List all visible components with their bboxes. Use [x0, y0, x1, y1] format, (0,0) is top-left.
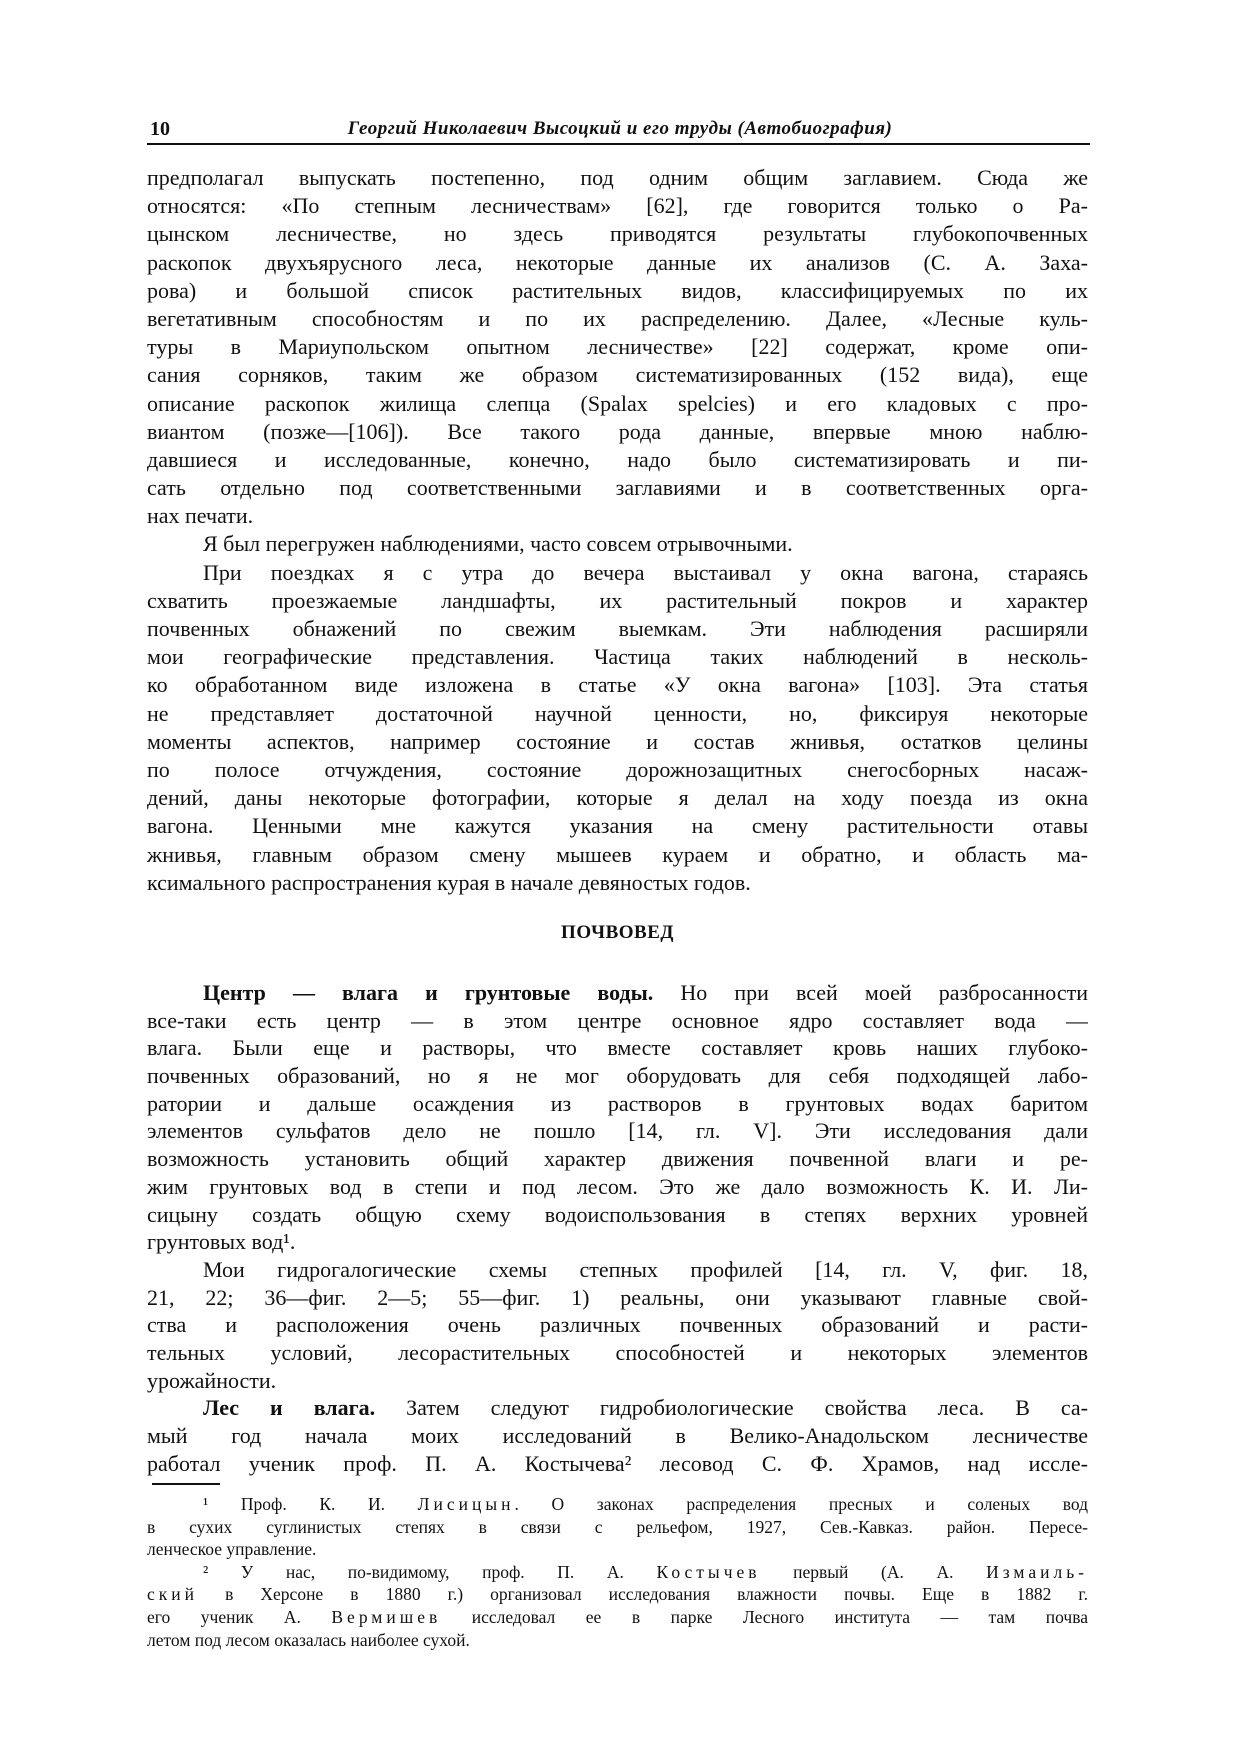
text-line: моменты аспектов, например состояние и состав жнивья, остатков целины — [147, 728, 1088, 754]
text-line: давшиеся и исследованные, конечно, надо было систематизировать и пи- — [147, 446, 1088, 472]
text-line: почвенных обнажений по свежим выемкам. Эти наблюдения расширяли — [147, 616, 1088, 641]
text-line: мои географические представления. Частица таких наблюдений в несколь- — [147, 644, 1088, 670]
footnote-rule — [152, 1483, 220, 1485]
text-line: вегетативным способностям и по их распределению. Далее, «Лесные куль- — [147, 305, 1088, 331]
text-line — [147, 1493, 1088, 1516]
text-line: жим грунтовых вод в степи и под лесом. Это же дало возможность К. И. Ли- — [147, 1173, 1088, 1199]
text-run: исследовал ее в парке Лесного института — там почва — [441, 1606, 1088, 1627]
text-line: работал ученик проф. П. А. Костычева² лесовод С. Ф. Храмов, над иссле- — [147, 1450, 1088, 1476]
paragraph — [147, 164, 1088, 530]
text-line — [147, 1561, 1088, 1584]
text-line: ства и расположения очень различных почвенных образований и расти- — [147, 1312, 1088, 1338]
text-line: возможность установить общий характер движения почвенной влаги и ре- — [147, 1146, 1088, 1172]
text-run: ¹ Проф. К. И. — [203, 1494, 418, 1514]
text-line: не представляет достаточной научной ценности, но, фиксируя некоторые — [147, 700, 1088, 726]
spaced-author-name: ский — [147, 1584, 198, 1605]
text-line: урожайности. — [147, 1367, 277, 1393]
text-line: Я был перегружен наблюдениями, часто совсем отрывочными. — [203, 531, 793, 557]
text-line: ленческое управление. — [147, 1539, 317, 1560]
text-run: . О законах распределения пресных и соленых вод — [514, 1494, 1088, 1514]
text-line: схватить проезжаемые ландшафты, их растительный покров и характер — [147, 587, 1088, 613]
text-run: его ученик А. — [147, 1606, 332, 1627]
text-line: в сухих суглинистых степях в связи с рельефом, 1927, Сев.-Кавказ. район. Пересе- — [147, 1516, 1088, 1537]
text-line: сицыну создать общую схему водоиспользования в степях верхних уровней — [147, 1201, 1088, 1227]
text-line: вагона. Ценными мне кажутся указания на смену растительности отавы — [147, 813, 1088, 839]
header-rule — [147, 143, 1090, 145]
spaced-author-name: Вермишев — [331, 1606, 442, 1627]
text-line: туры в Мариупольском опытном лесничестве» [22] содержат, кроме опи- — [147, 334, 1088, 360]
text-line: по полосе отчуждения, состояние дорожнозащитных снегосборных насаж- — [147, 756, 1088, 782]
text-line — [147, 1606, 1088, 1629]
text-line: 21, 22; 36—фиг. 2—5; 55—фиг. 1) реальны, они указывают главные свой- — [147, 1284, 1088, 1310]
spaced-author-name: Лисицын — [417, 1494, 515, 1514]
text-line: виантом (позже—[106]). Все такого рода данные, впервые мною наблю- — [147, 418, 1088, 444]
text-line: раскопок двухъярусного леса, некоторые данные их анализов (С. А. Заха- — [147, 249, 1088, 275]
text-line — [147, 1583, 1088, 1606]
footnote — [147, 1561, 1088, 1651]
text-line: сания сорняков, таким же образом систематизированных (152 вида), еще — [147, 362, 1088, 388]
text-line: относятся: «По степным лесничествам» [62], где говорится только о Ра- — [147, 193, 1088, 219]
text-run: Но при всей моей разбросанности — [653, 980, 1088, 1005]
text-line: элементов сульфатов дело не пошло [14, гл. V]. Эти исследования дали — [147, 1118, 1088, 1144]
text-line: ко обработанном виде изложена в статье «У окна вагона» [103]. Эта статья — [147, 672, 1088, 698]
text-line: цынском лесничестве, но здесь приводятся результаты глубокопочвенных — [147, 221, 1088, 247]
text-line: Мои гидрогалогические схемы степных профилей [14, гл. V, фиг. 18, — [203, 1256, 1088, 1282]
text-run: Затем следуют гидробиологические свойства леса. В са- — [375, 1395, 1088, 1421]
footnote — [147, 1493, 1088, 1561]
spaced-author-name: Измаиль- — [986, 1561, 1088, 1582]
text-line: тельных условий, лесорастительных способностей и некоторых элементов — [147, 1339, 1088, 1365]
text-line: нах печати. — [147, 503, 254, 529]
text-line: При поездках я с утра до вечера выстаивал у окна вагона, стараясь — [203, 559, 1088, 585]
footnotes — [147, 1493, 1088, 1651]
paragraph — [147, 1394, 1088, 1477]
text-line: грунтовых вод¹. — [147, 1229, 296, 1255]
bold-run-in-heading: Лес и влага. — [203, 1395, 376, 1421]
paragraph — [147, 559, 1088, 897]
text-line: ксимального распространения курая в начале девяностых годов. — [147, 869, 751, 895]
body-text-before-heading — [147, 164, 1088, 897]
text-line: все-таки есть центр — в этом центре основное ядро составляет вода — — [147, 1007, 1088, 1033]
text-run: ² У нас, по-видимому, проф. П. А. — [203, 1561, 657, 1582]
spaced-author-name: Костычев — [656, 1561, 761, 1582]
text-line: почвенных образований, но я не мог оборудовать для себя подходящей лабо- — [147, 1063, 1088, 1089]
paragraph — [147, 979, 1088, 1256]
section-heading: ПОЧВОВЕД — [561, 922, 674, 943]
text-line — [147, 1394, 1088, 1422]
text-run: первый (А. А. — [760, 1561, 987, 1582]
paragraph — [147, 530, 1088, 558]
bold-run-in-heading: Центр — влага и грунтовые воды. — [203, 980, 654, 1005]
text-line: жнивья, главным образом смену мышеев кураем и обратно, и область ма- — [147, 841, 1088, 867]
running-title: Георгий Николаевич Высоцкий и его труды (Автобиография) — [347, 118, 893, 139]
text-line: влага. Были еще и растворы, что вместе составляет кровь наших глубоко- — [147, 1035, 1088, 1061]
paragraph — [147, 1256, 1088, 1394]
text-line: сать отдельно под соответственными заглавиями и в соответственных орга- — [147, 475, 1088, 501]
text-line: рова) и большой список растительных видов, классифицируемых по их — [147, 277, 1088, 303]
text-line: летом под лесом оказалась наиболее сухой. — [147, 1629, 470, 1650]
text-line: предполагал выпускать постепенно, под одним общим заглавием. Сюда же — [147, 165, 1088, 190]
page-number: 10 — [150, 118, 170, 140]
text-line: ратории и дальше осаждения из растворов в грунтовых водах баритом — [147, 1090, 1088, 1116]
body-text-after-heading — [147, 979, 1088, 1477]
text-line: мый год начала моих исследований в Велико-Анадольском лесничестве — [147, 1423, 1088, 1448]
text-line: дений, даны некоторые фотографии, которые я делал на ходу поезда из окна — [147, 785, 1088, 811]
text-line: описание раскопок жилища слепца (Spalax spelcies) и его кладовых с про- — [147, 390, 1088, 416]
text-run: в Херсоне в 1880 г.) организовал исследования влажности почвы. Еще в 1882 г. — [198, 1584, 1088, 1605]
text-line — [147, 979, 1088, 1007]
